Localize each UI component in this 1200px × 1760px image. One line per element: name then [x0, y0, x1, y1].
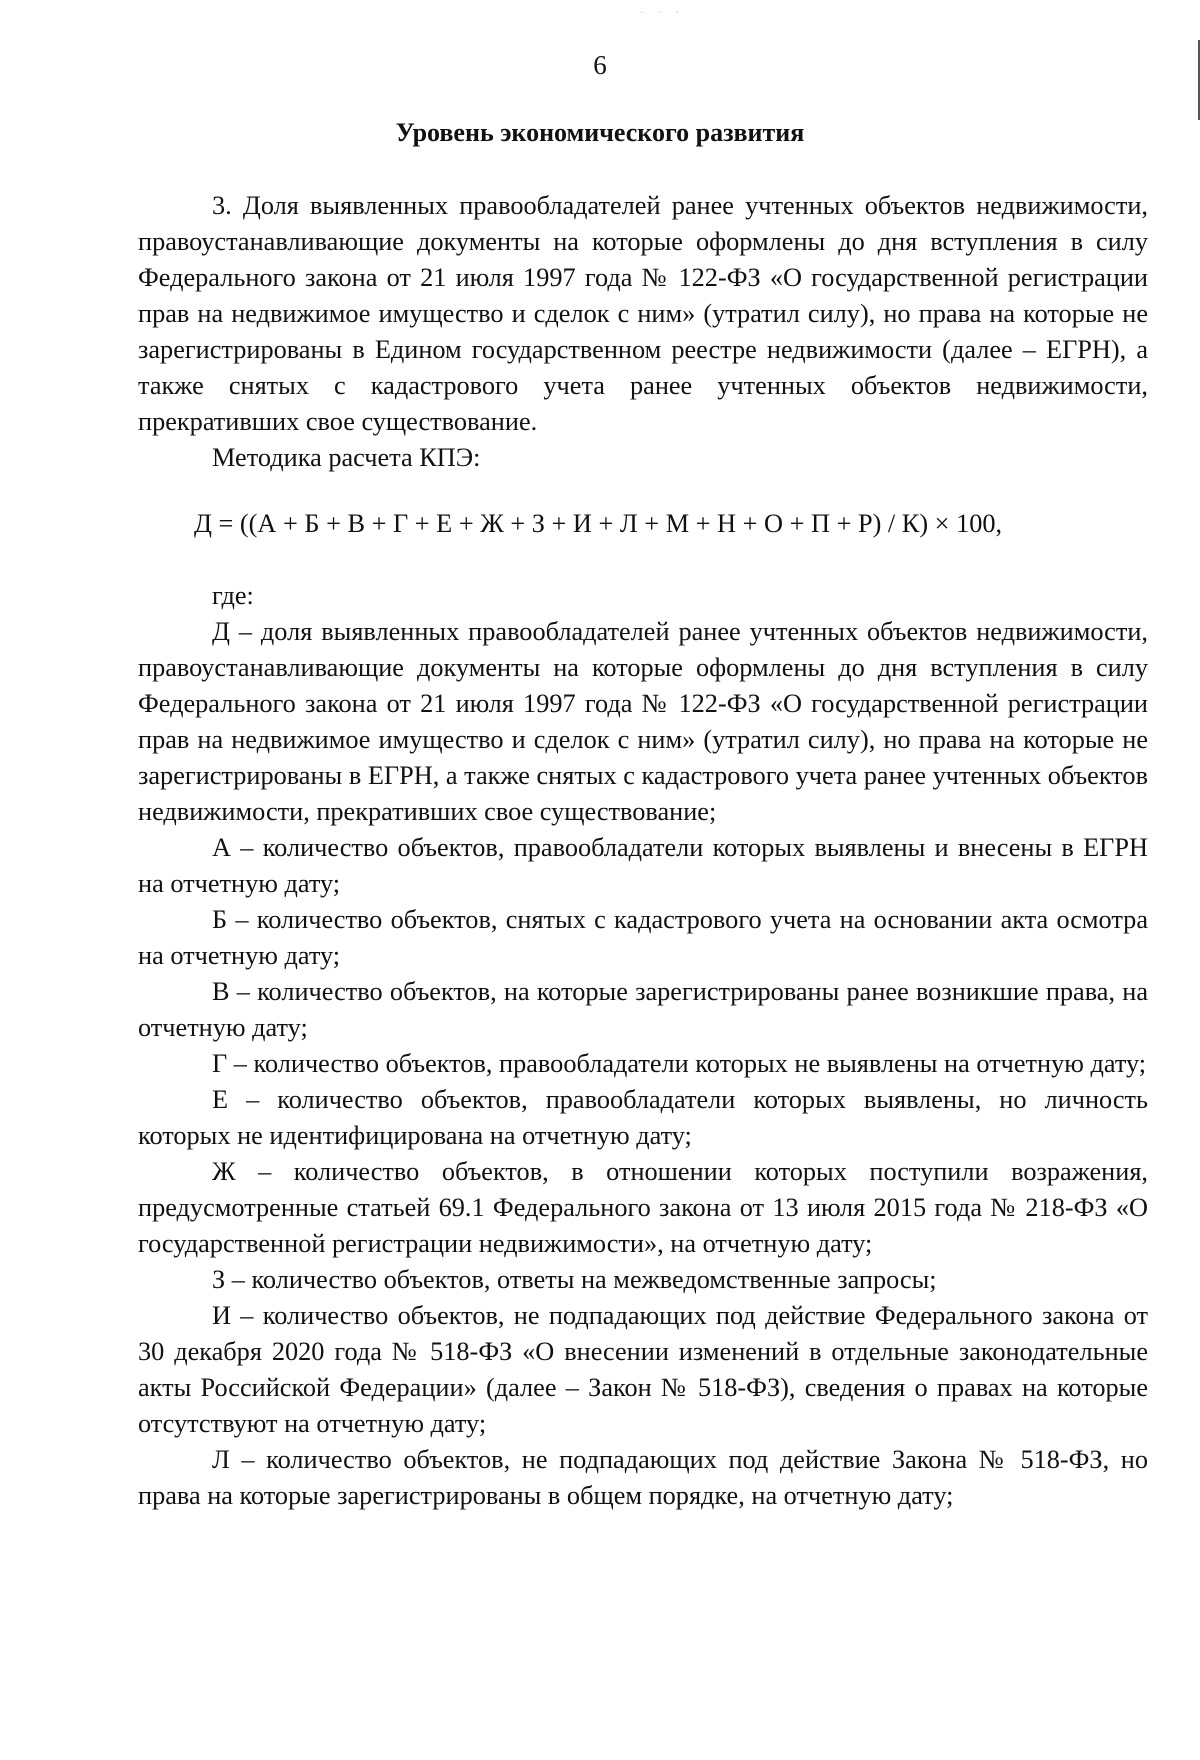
definition-z: З – количество объектов, ответы на межведомственные запросы; [212, 1265, 937, 1294]
document-body [138, 188, 1148, 1514]
definition-l: Л – количество объектов, не подпадающих под действие Закона № 518-ФЗ, но права на которые зарегистрированы в общем порядке, на отчетную дату; [138, 1445, 1148, 1510]
kpi-formula: Д = ((А + Б + В + Г + Е + Ж + З + И + Л + М + Н + О + П + Р) / К) × 100, [194, 509, 1003, 538]
page-number: 6 [593, 50, 607, 80]
definition-e: Е – количество объектов, правообладатели которых выявлены, но личность которых не идентифицирована на отчетную дату; [138, 1085, 1148, 1150]
definition-i: И – количество объектов, не подпадающих под действие Федерального закона от 30 декабря 2020 года № 518-ФЗ «О внесении изменений в отдельные законодательные акты Российской Федерации» (далее – Закон № 518-ФЗ), сведения о правах на которые отсутствуют на отчетную дату; [138, 1301, 1148, 1438]
scan-artifact: · · · [640, 8, 685, 19]
definition-v: В – количество объектов, на которые зарегистрированы ранее возникшие права, на отчетную дату; [138, 977, 1148, 1042]
method-heading: Методика расчета КПЭ: [212, 443, 481, 472]
definition-d: Д – доля выявленных правообладателей ранее учтенных объектов недвижимости, правоустанавливающие документы на которые оформлены до дня вступления в силу Федерального закона от 21 июля 1997 года № 122-ФЗ «О государственной регистрации прав на недвижимое имущество и сделок с ним» (утратил силу), но права на которые не зарегистрированы в ЕГРН, а также снятых с кадастрового учета ранее учтенных объектов недвижимости, прекративших свое существование; [138, 617, 1148, 826]
definition-a: А – количество объектов, правообладатели которых выявлены и внесены в ЕГРН на отчетную дату; [138, 833, 1148, 898]
definition-b: Б – количество объектов, снятых с кадастрового учета на основании акта осмотра на отчетную дату; [138, 905, 1148, 970]
definition-g: Г – количество объектов, правообладатели которых не выявлены на отчетную дату; [212, 1049, 1147, 1078]
where-label: где: [212, 581, 254, 610]
paragraph-kpi-3: 3. Доля выявленных правообладателей ранее учтенных объектов недвижимости, правоустанавливающие документы на которые оформлены до дня вступления в силу Федерального закона от 21 июля 1997 года № 122-ФЗ «О государственной регистрации прав на недвижимое имущество и сделок с ним» (утратил силу), но права на которые не зарегистрированы в Едином государственном реестре недвижимости (далее – ЕГРН), а также снятых с кадастрового учета ранее учтенных объектов недвижимости, прекративших свое существование. [138, 191, 1148, 436]
definition-zh: Ж – количество объектов, в отношении которых поступили возражения, предусмотренные статьей 69.1 Федерального закона от 13 июля 2015 года № 218-ФЗ «О государственной регистрации недвижимости», на отчетную дату; [138, 1157, 1148, 1258]
section-title: Уровень экономического развития [395, 118, 805, 147]
